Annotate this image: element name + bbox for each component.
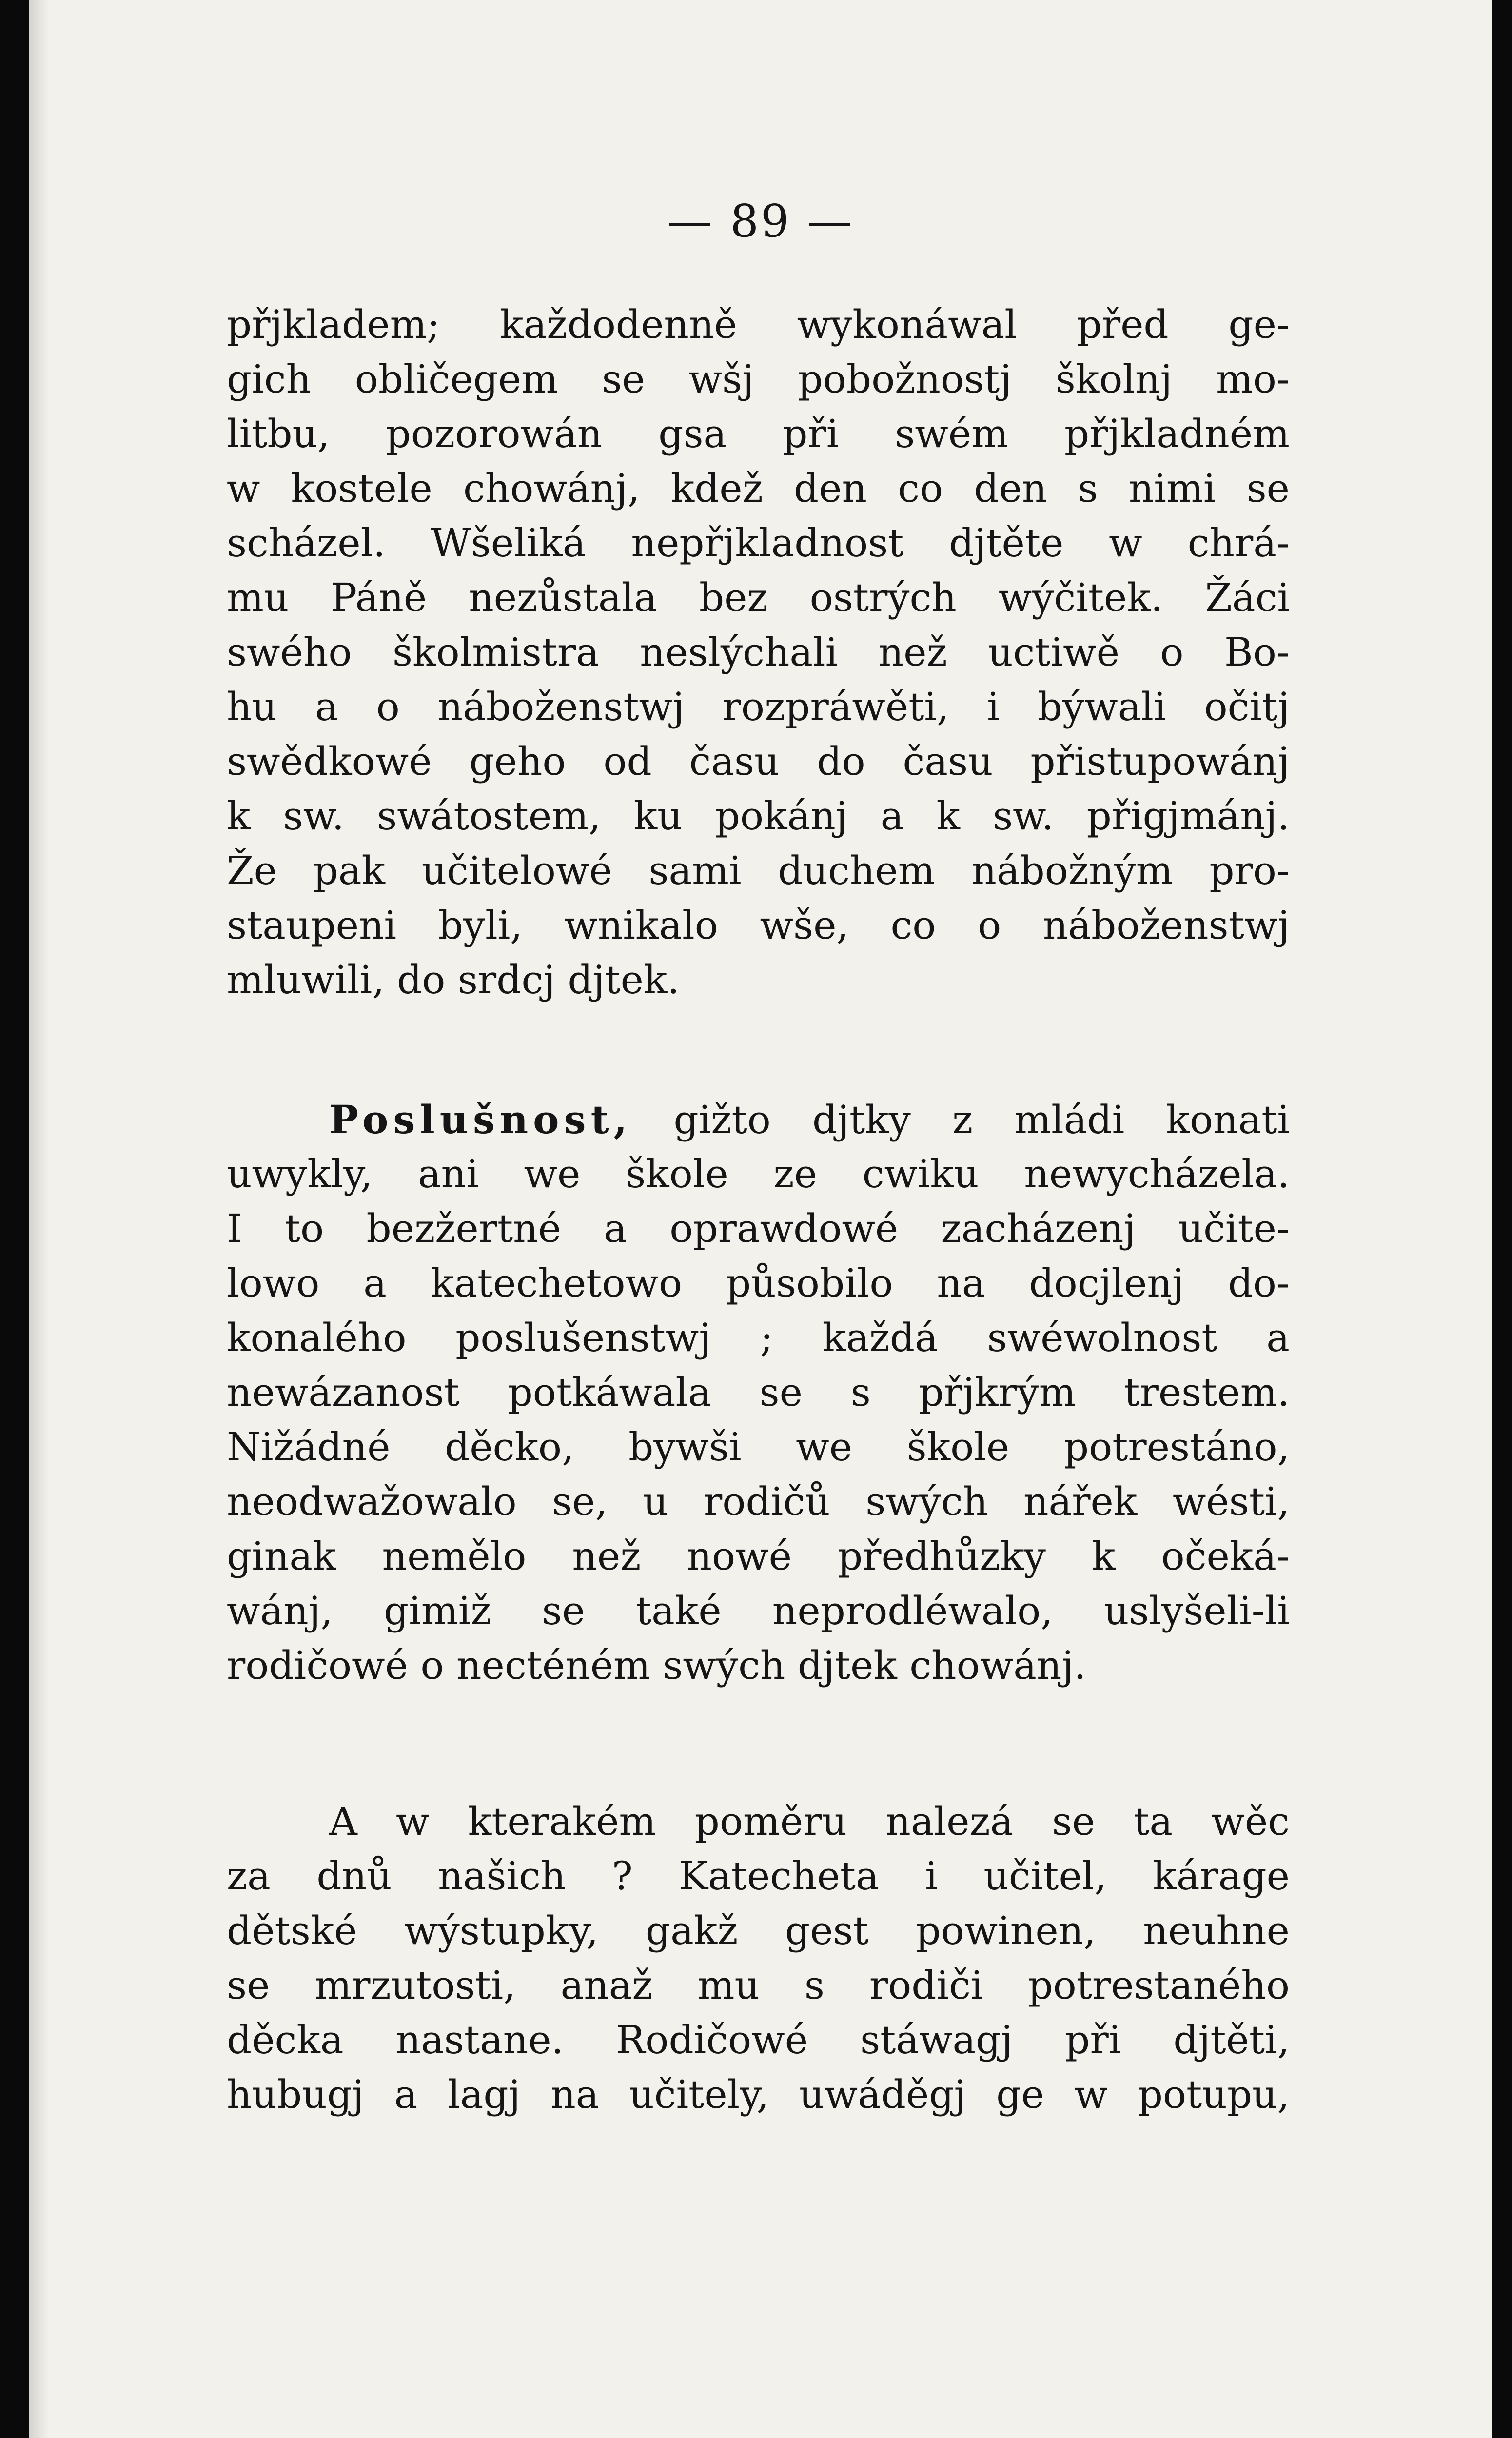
book-page <box>29 0 1492 2438</box>
text-line: přjkladem; každodenně wykonáwal před ge- <box>227 302 1290 347</box>
text-line: staupeni byli, wnikalo wše, co o náboženstwj <box>227 903 1290 948</box>
text-line-lead <box>227 1092 1290 1147</box>
text-line: I to bezžertné a oprawdowé zacházenj učite- <box>227 1206 1290 1251</box>
text-line: hu a o náboženstwj rozpráwěti, i býwali očitj <box>227 684 1290 729</box>
text-line: A w kterakém poměru nalezá se ta wěc <box>329 1799 1290 1844</box>
text-line: Že pak učitelowé sami duchem nábožným pro- <box>227 848 1290 893</box>
text-line: neodwažowalo se, u rodičů swých nářek wésti, <box>227 1479 1290 1524</box>
text-line: mu Páně nezůstala bez ostrých wýčitek. Žáci <box>227 575 1290 620</box>
paragraph-2 <box>227 1092 1290 1693</box>
text-line: w kostele chowánj, kdež den co den s nimi se <box>227 466 1290 511</box>
paragraph-1 <box>227 297 1290 1007</box>
lead-line-text: gižto djtky z mládi konati <box>673 1097 1290 1142</box>
text-line: wánj, gimiž se také neprodléwalo, uslyšeli-li <box>227 1588 1290 1633</box>
text-line: uwykly, ani we škole ze cwiku newycházela. <box>227 1151 1290 1197</box>
text-line: mluwili, do srdcj djtek. <box>227 957 680 1003</box>
text-line: scházel. Wšeliká nepřjkladnost djtěte w chrá- <box>227 520 1290 566</box>
page-edge-shadow <box>29 0 49 2438</box>
text-line: za dnů našich ? Katecheta i učitel, kárage <box>227 1853 1290 1899</box>
text-line: děcka nastane. Rodičowé stáwagj při djtěti, <box>227 2017 1290 2063</box>
text-line: hubugj a lagj na učitely, uwáděgj ge w potupu, <box>227 2072 1290 2117</box>
text-line: rodičowé o necténém swých djtek chowánj. <box>227 1643 1086 1688</box>
text-line: lowo a katechetowo působilo na docjlenj do- <box>227 1260 1290 1306</box>
spaced-lead-word: Poslušnost, <box>329 1097 632 1142</box>
text-line: newázanost potkáwala se s přjkrým trestem. <box>227 1370 1290 1415</box>
text-line: swého školmistra neslýchali než uctiwě o Bo- <box>227 629 1290 675</box>
text-line: litbu, pozorowán gsa při swém přjkladném <box>227 411 1290 456</box>
text-line: dětské wýstupky, gakž gest powinen, neuhne <box>227 1908 1290 1953</box>
page-number: — 89 — <box>667 195 854 247</box>
text-line: Nižádné děcko, bywši we škole potrestáno, <box>227 1424 1290 1470</box>
text-line: ginak nemělo než nowé předhůzky k očeká- <box>227 1534 1290 1579</box>
text-line: swědkowé geho od času do času přistupowánj <box>227 739 1290 784</box>
paragraph-3 <box>227 1794 1290 2122</box>
text-line: k sw. swátostem, ku pokánj a k sw. přigjmánj. <box>227 793 1290 839</box>
text-line: gich obličegem se wšj pobožnostj školnj mo- <box>227 356 1290 402</box>
text-line: se mrzutosti, anaž mu s rodiči potrestaného <box>227 1963 1290 2008</box>
text-line: konalého poslušenstwj ; každá swéwolnost a <box>227 1315 1290 1360</box>
